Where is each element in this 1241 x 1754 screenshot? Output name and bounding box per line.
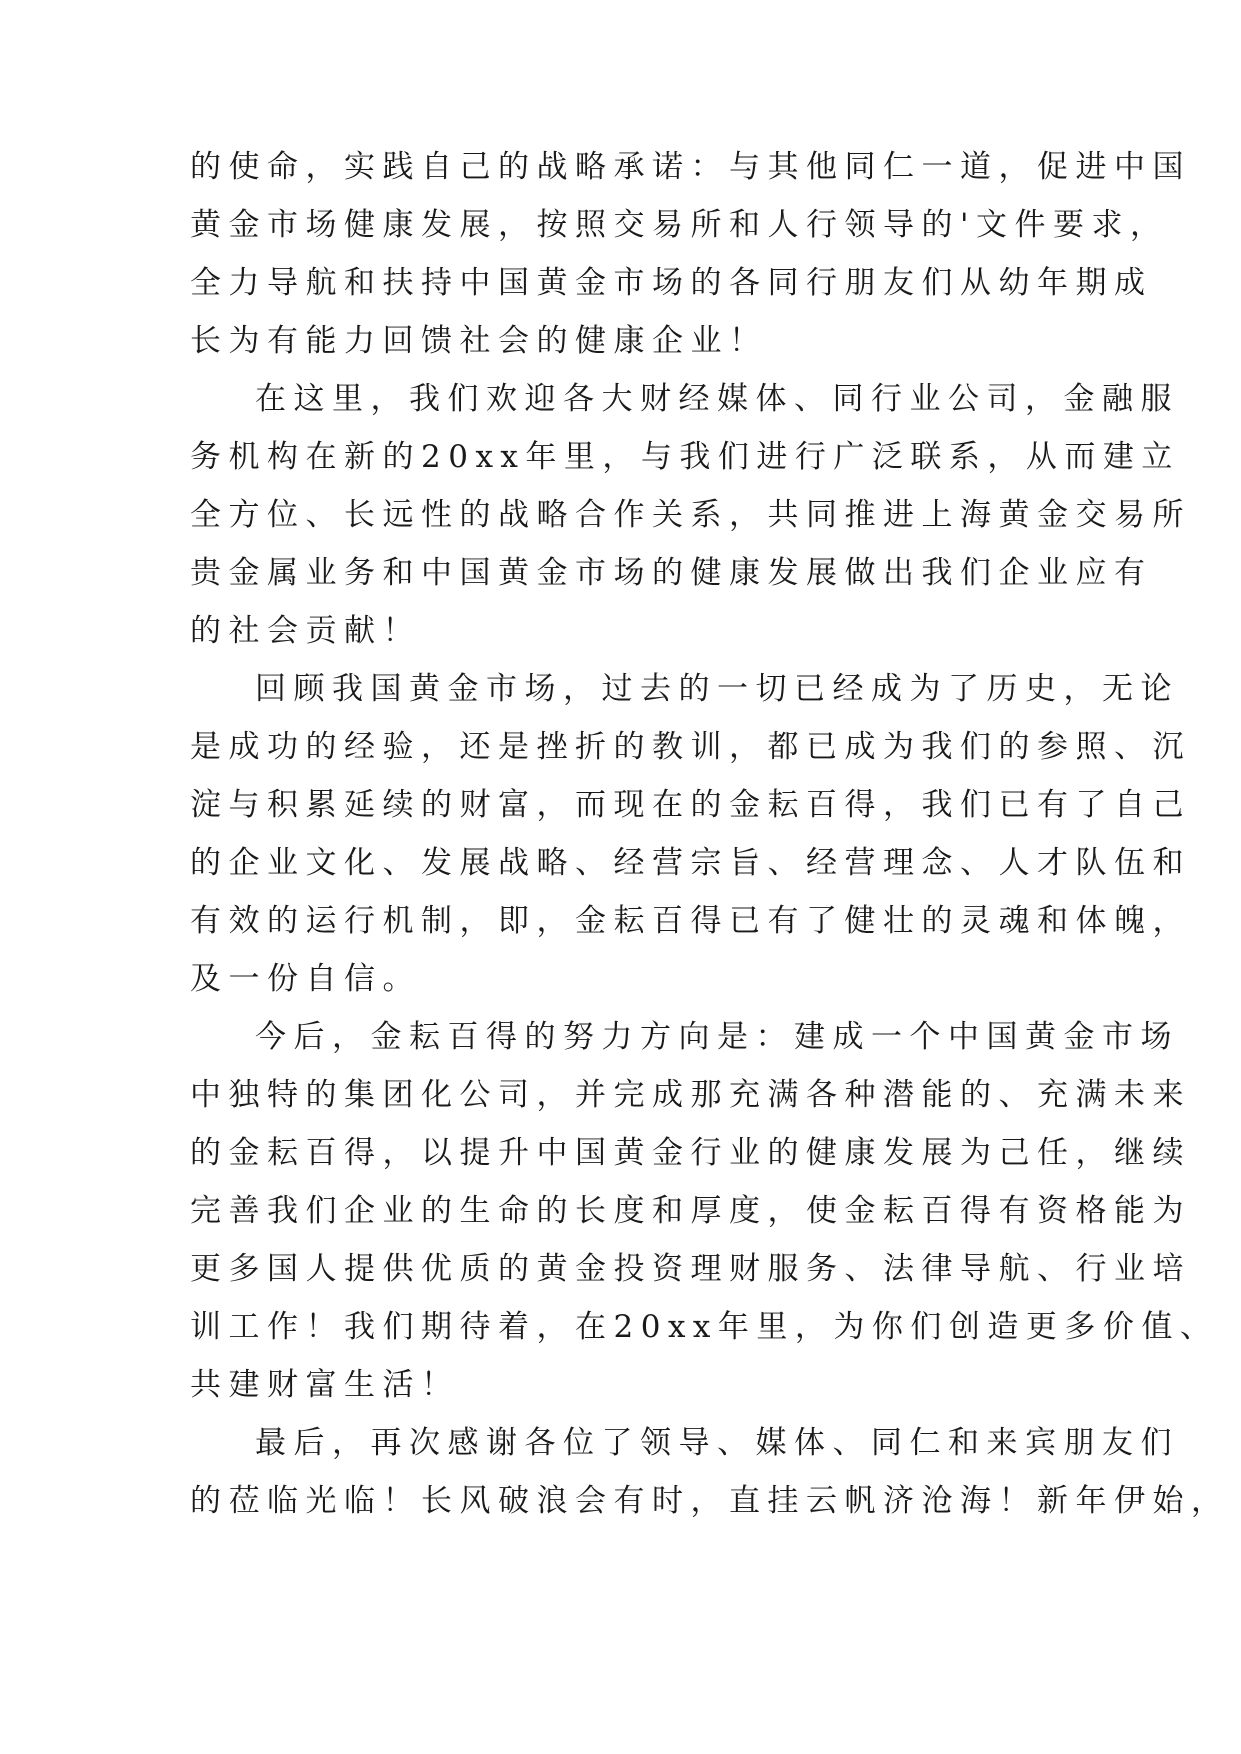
text-line: 淀与积累延续的财富，而现在的金耘百得，我们已有了自己 <box>190 787 1191 823</box>
text-line: 完善我们企业的生命的长度和厚度，使金耘百得有资格能为 <box>190 1193 1191 1229</box>
paragraph-first-line: 最后，再次感谢各位了领导、媒体、同仁和来宾朋友们 <box>255 1425 1179 1461</box>
text-line: 全方位、长远性的战略合作关系，共同推进上海黄金交易所 <box>190 497 1191 533</box>
text-line: 全力导航和扶持中国黄金市场的各同行朋友们从幼年期成 <box>190 265 1153 301</box>
text-line: 的社会贡献！ <box>190 613 421 649</box>
text-line: 有效的运行机制，即，金耘百得已有了健壮的灵魂和体魄， <box>190 903 1191 939</box>
text-line: 更多国人提供优质的黄金投资理财服务、法律导航、行业培 <box>190 1251 1191 1287</box>
text-line: 长为有能力回馈社会的健康企业！ <box>190 323 768 359</box>
paragraph-first-line: 回顾我国黄金市场，过去的一切已经成为了历史，无论 <box>255 671 1179 707</box>
text-line: 的莅临光临！长风破浪会有时，直挂云帆济沧海！新年伊始， <box>190 1483 1230 1519</box>
text-line: 贵金属业务和中国黄金市场的健康发展做出我们企业应有 <box>190 555 1153 591</box>
text-line: 训工作！我们期待着，在20xx年里，为你们创造更多价值、 <box>190 1309 1219 1345</box>
paragraph-first-line: 今后，金耘百得的努力方向是：建成一个中国黄金市场 <box>255 1019 1179 1055</box>
text-line: 中独特的集团化公司，并完成那充满各种潜能的、充满未来 <box>190 1077 1191 1113</box>
paragraph-first-line: 在这里，我们欢迎各大财经媒体、同行业公司，金融服 <box>255 381 1179 417</box>
text-line: 的企业文化、发展战略、经营宗旨、经营理念、人才队伍和 <box>190 845 1191 881</box>
text-line: 共建财富生活！ <box>190 1367 460 1403</box>
text-line: 务机构在新的20xx年里，与我们进行广泛联系，从而建立 <box>190 439 1180 475</box>
text-line: 是成功的经验，还是挫折的教训，都已成为我们的参照、沉 <box>190 729 1191 765</box>
text-line: 及一份自信。 <box>190 961 421 997</box>
text-line: 的使命，实践自己的战略承诺：与其他同仁一道，促进中国 <box>190 149 1191 185</box>
text-line: 的金耘百得，以提升中国黄金行业的健康发展为己任，继续 <box>190 1135 1191 1171</box>
text-line: 黄金市场健康发展，按照交易所和人行领导的'文件要求， <box>190 207 1169 243</box>
